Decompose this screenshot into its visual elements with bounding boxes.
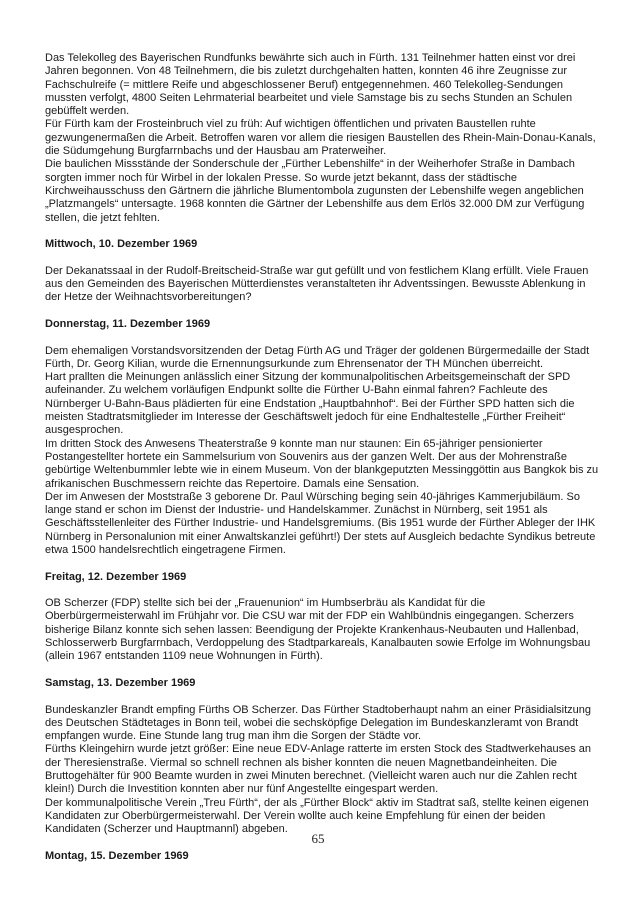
chronicle-paragraph: Im dritten Stock des Anwesens Theaterstraße 9 konnte man nur staunen: Ein 65-jähriger pensionierter Postangestellter hortete ein Sammelsurium von Souvenirs aus der ganzen Welt. Der aus der Mohrenstraße gebürtige Weltenbummler lebte wie in einem Museum. Von der blankgeputzten Messinggöttin aus Bangkok bis zu afrikanischen Buschmessern reichte das Repertoire. Damals eine Sensation. bbox=[45, 437, 599, 490]
chronicle-paragraph: Bundeskanzler Brandt empfing Fürths OB Scherzer. Das Fürther Stadtoberhaupt nahm an einer Präsidialsitzung des Deutschen Städtetages in Bonn teil, wobei die sechsköpfige Delegation im Bundeskanzleramt von Brandt empfangen wurde. Eine Stunde lang trug man ihm die Sorgen der Städte vor. bbox=[45, 703, 592, 743]
intro-paragraph: Für Fürth kam der Frosteinbruch viel zu früh: Auf wichtigen öffentlichen und privaten Baustellen ruhte gezwungenermaßen die Arbeit. Betroffen waren vor allem die riesigen Baustellen des Rhein-Main-Donau-Kanals, die Südumgehung Burgfarrnbachs und der Hausbau am Praterweiher. bbox=[45, 118, 596, 158]
chronicle-paragraph: Fürths Kleingehirn wurde jetzt größer: Eine neue EDV-Anlage ratterte im ersten Stock des Stadtwerkehauses an der Theresienstraße. Viermal so schnell rechnen als bisher konnten die neuen Magnetbandeinheiten. Die Bruttogehälter für 900 Beamte wurden in zwei Minuten berechnet. (Vielleicht waren auch nur die Zahlen recht klein!) Durch die Investition konnten aber nur fünf Angestellte eingespart werden. bbox=[45, 743, 592, 796]
intro-paragraph: Das Telekolleg des Bayerischen Rundfunks bewährte sich auch in Fürth. 131 Teilnehmer hatten einst vor drei Jahren begonnen. Von 48 Teilnehmern, die bis zuletzt durchgehalten hatten, konnten 46 ihre Zeugnisse zur Fachschulreife (= mittlere Reife und abgeschlossener Beruf) entgegennehmen. 460 Telekolleg-Sendungen mussten verfolgt, 4800 Seiten Lehrmaterial bearbeitet und viele Samstage bis zu sechs Stunden an Schulen gebüffelt werden. bbox=[45, 52, 576, 118]
text-column bbox=[45, 52, 599, 876]
chronicle-paragraph: Der Dekanatssaal in der Rudolf-Breitscheid-Straße war gut gefüllt und von festlichem Klang erfüllt. Viele Frauen aus den Gemeinden des Bayerischen Mütterdienstes veranstalteten ihr Adventssingen. Bewusste Ablenkung in der Hetze der Weihnachtsvorbereitungen? bbox=[45, 264, 589, 304]
chronicle-paragraph: OB Scherzer (FDP) stellte sich bei der „Frauenunion“ im Humbserbräu als Kandidat für die Oberbürgermeisterwahl im Frühjahr vor. Die CSU war mit der FDP ein Wahlbündnis eingegangen. Scherzers bisherige Bilanz konnte sich sehen lassen: Beendigung der Projekte Krankenhaus-Neubauten und Hallenbad, Schlosserwerb Burgfarrnbach, Verdoppelung des Stadtparkareals, Kanalbauten sowie Erfolge im Wohnungsbau (allein 1967 entstanden 1109 neue Wohnungen in Fürth). bbox=[45, 597, 591, 663]
date-heading-freitag-12-dezember: Freitag, 12. Dezember 1969 bbox=[45, 570, 187, 583]
date-heading-samstag-13-dezember: Samstag, 13. Dezember 1969 bbox=[45, 676, 196, 689]
chronicle-paragraph: Dem ehemaligen Vorstandsvorsitzenden der Detag Fürth AG und Träger der goldenen Bürgermedaille der Stadt Fürth, Dr. Georg Kilian, wurde die Ernennungsurkunde zum Ehrensenator der TH München überreicht. bbox=[45, 344, 590, 370]
chronicle-paragraph: Der im Anwesen der Moststraße 3 geborene Dr. Paul Würsching beging sein 40-jähriges Kammerjubiläum. So lange stand er schon im Dienst der Industrie- und Handelskammer. Zunächst in Nürnberg, seit 1951 als Geschäftsstellenleiter des Fürther Industrie- und Handelsgremiums. (Bis 1951 wurde der Fürther Ableger der IHK Nürnberg in Personalunion mit einer Anwaltskanzlei geführt!) Der stets auf Ausgleich bedachte Syndikus betreute etwa 1500 handelsrechtlich eingetragene Firmen. bbox=[45, 490, 596, 556]
date-heading-mittwoch-10-dezember: Mittwoch, 10. Dezember 1969 bbox=[45, 238, 198, 251]
intro-paragraph: Die baulichen Missstände der Sonderschule der „Fürther Lebenshilfe“ in der Weiherhofer Straße in Dambach sorgten immer noch für Wirbel in der lokalen Presse. So wurde jetzt bekannt, dass der städtische Kirchweihausschuss den Gärtnern die jährliche Blumentombola zugunsten der Lebenshilfe wegen angeblichen „Platzmangels“ untersagte. 1968 konnten die Gärtner der Lebenshilfe aus dem Erlös 32.000 DM zur Verfügung stellen, die jetzt fehlten. bbox=[45, 158, 585, 224]
date-heading-donnerstag-11-dezember: Donnerstag, 11. Dezember 1969 bbox=[45, 317, 211, 330]
chronicle-paragraph: Hart prallten die Meinungen anlässlich einer Sitzung der kommunalpolitischen Arbeitsgemeinschaft der SPD aufeinander. Zu welchem vorläufigen Endpunkt sollte die Fürther U-Bahn einmal fahren? Fachleute des Nürnberger U-Bahn-Baus plädierten für eine Endstation „Hauptbahnhof“. Bei der Fürther SPD hatten sich die meisten Stadtratsmitglieder im Interesse der Geschäftswelt jedoch für eine Endhaltestelle „Fürther Freiheit“ ausgesprochen. bbox=[45, 371, 575, 437]
chronicle-paragraph: Der kommunalpolitische Verein „Treu Fürth“, der als „Fürther Block“ aktiv im Stadtrat saß, stellte keinen eigenen Kandidaten zur Oberbürgermeisterwahl. Der Verein wollte auch keine Empfehlung für einen der beiden Kandidaten (Scherzer und Hauptmannl) abgeben. bbox=[45, 796, 589, 836]
page-number: 65 bbox=[311, 831, 325, 846]
date-heading-montag-15-dezember: Montag, 15. Dezember 1969 bbox=[45, 849, 189, 862]
